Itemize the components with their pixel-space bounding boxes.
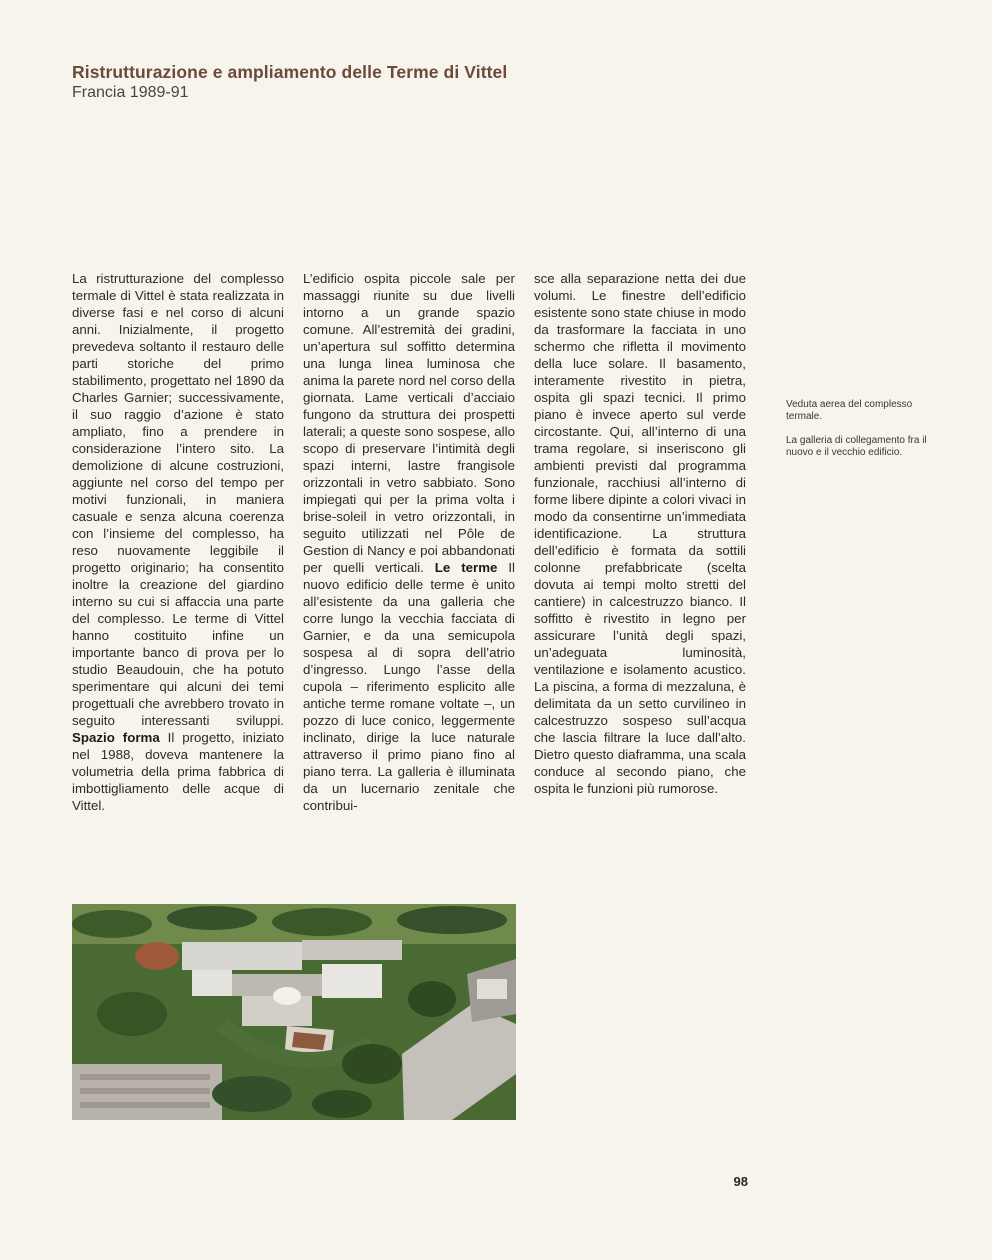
aerial-photo	[72, 904, 516, 1120]
paragraph-column-2	[303, 270, 515, 814]
caption-aerial-view: Veduta aerea del complesso termale.	[786, 399, 913, 422]
section-text-spazio-forma: Il progetto, iniziato nel 1988, doveva mantenere la volumetria della prima fabbrica di imbottigliamento delle acque di Vittel.	[72, 730, 284, 813]
aerial-photo-illustration	[72, 904, 516, 1120]
section-heading-spazio-forma: Spazio forma	[72, 730, 160, 745]
paragraph-column-3: sce alla separazione netta dei due volumi. Le finestre dell’edificio esistente sono state chiuse in modo da trasformare la facciata in uno schermo che rifletta il movimento della luce solare. Il basamento, interamente rivestito in pietra, ospita gli spazi tecnici. Il primo piano è invece aperto sul verde circostante. Qui, all’interno di una trama regolare, si inseriscono gli ambienti previsti dal programma funzionale, racchiusi all’interno di forme libere dipinte a colori vivaci in modo da consentirne un’immediata identificazione. La struttura dell’edificio è formata da sottili colonne prefabbricate (scelta dovuta ai tempi molto stretti del cantiere) in calcestruzzo bianco. Il soffitto è rivestito in legno per assicurare l’unità degli spazi, un’adeguata luminosità, ventilazione e isolamento acustico. La piscina, a forma di mezzaluna, è delimitata da un setto curvilineo in calcestruzzo sospeso sull’acqua che lascia filtrare la luce dall’alto. Dietro questo diaframma, una scala conduce al secondo piano, che ospita le funzioni più rumorose.	[534, 271, 746, 796]
captions	[786, 399, 946, 471]
section-heading-le-terme: Le terme	[434, 560, 498, 575]
text-column-2	[303, 270, 515, 814]
page-title: Ristrutturazione e ampliamento delle Terme di Vittel	[72, 62, 508, 82]
page-number: 98	[733, 1174, 748, 1189]
page-subtitle: Francia 1989-91	[72, 84, 189, 101]
column-2-text: L’edificio ospita piccole sale per massaggi riunite su due livelli intorno a un grande spazio comune. All’estremità dei gradini, un’apertura sul soffitto determina una lunga linea luminosa che anima la parete nord nel corso della giornata. Lame verticali d’acciaio fungono da struttura dei prospetti laterali; a queste sono sospese, allo scopo di preservare l’intimità degli spazi interni, lastre frangisole orizzontali in vetro sabbiato. Sono impiegati qui per la prima volta i brise-soleil in vetro orizzontali, in seguito utilizzati nel Pôle de Gestion di Nancy e poi abbandonati per quelli verticali.	[303, 271, 515, 575]
intro-text: La ristrutturazione del complesso termale di Vittel è stata realizzata in diverse fasi e nel corso di alcuni anni. Inizialmente, il progetto prevedeva soltanto il restauro delle parti storiche del primo stabilimento, progettato nel 1890 da Charles Garnier; successivamente, il suo raggio d’azione è stato ampliato, fino a prendere in considerazione l’intero sito. La demolizione di alcune costruzioni, aggiunte nel corso del tempo per motivi funzionali, in maniera casuale e senza alcuna coerenza con l’insieme del complesso, ha reso nuovamente leggibile il progetto originario; ha consentito inoltre la creazione del giardino interno su cui si affaccia una parte del complesso. Le terme di Vittel hanno costituito infine un importante banco di prova per lo studio Beaudouin, che ha potuto sperimentare qui alcuni dei temi progettuali che avrebbero trovato in seguito interessanti sviluppi.	[72, 271, 284, 728]
section-text-le-terme: Il nuovo edificio delle terme è unito all’esistente da una galleria che corre lungo la vecchia facciata di Garnier, e da una semicupola sospesa al di sopra dell’atrio d’ingresso. Lungo l’asse della cupola – riferimento esplicito alle antiche terme romane voltate –, un pozzo di luce conico, leggermente inclinato, dirige la luce naturale attraverso il primo piano fino al piano terra. La galleria è illuminata da un lucernario zenitale che contribui-	[303, 560, 516, 813]
text-column-1	[72, 270, 284, 814]
paragraph-intro	[72, 270, 284, 814]
caption-gallery: La galleria di collegamento fra il nuovo e il vecchio edificio.	[786, 435, 927, 458]
text-column-3	[534, 270, 746, 797]
